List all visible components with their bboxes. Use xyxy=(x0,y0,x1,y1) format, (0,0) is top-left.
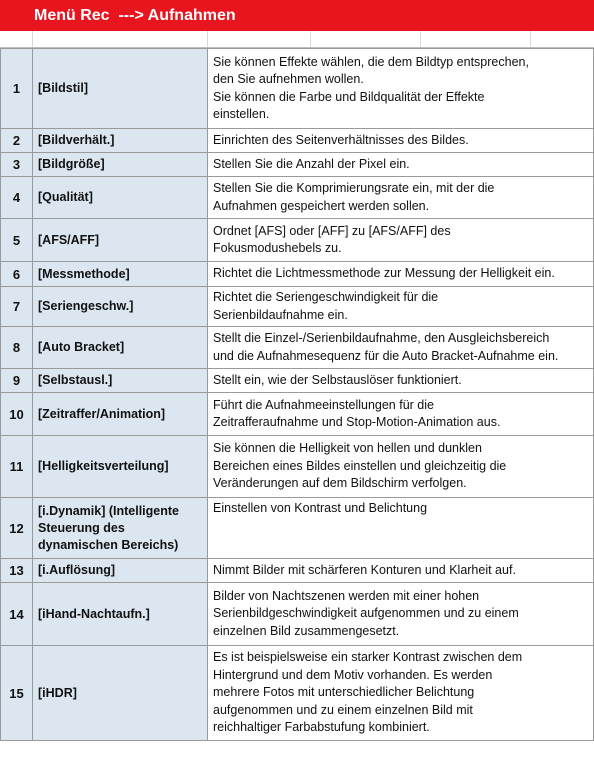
setting-label: [Seriengeschw.] xyxy=(33,287,208,327)
setting-description: Nimmt Bilder mit schärferen Konturen und Klarheit auf. xyxy=(208,559,594,583)
setting-description: Richtet die Seriengeschwindigkeit für die Serienbildaufnahme ein. xyxy=(208,287,594,327)
setting-label: [Selbstausl.] xyxy=(33,369,208,393)
header-spacer-row xyxy=(0,31,594,48)
row-number: 10 xyxy=(1,393,33,436)
table-row xyxy=(1,287,594,327)
setting-description: Bilder von Nachtszenen werden mit einer hohen Serienbildgeschwindigkeit aufgenommen und zu einem einzelnen Bild zusammengesetzt. xyxy=(208,583,594,646)
table-row xyxy=(1,153,594,177)
setting-description: Sie können die Helligkeit von hellen und dunklen Bereichen eines Bildes einstellen und gleichzeitig die Veränderungen auf dem Bildschirm verfolgen. xyxy=(208,436,594,498)
table-row xyxy=(1,559,594,583)
setting-label: [Bildverhält.] xyxy=(33,129,208,153)
row-number: 2 xyxy=(1,129,33,153)
settings-table xyxy=(0,48,594,741)
table-row xyxy=(1,262,594,287)
row-number: 11 xyxy=(1,436,33,498)
row-number: 9 xyxy=(1,369,33,393)
setting-description: Stellen Sie die Anzahl der Pixel ein. xyxy=(208,153,594,177)
setting-label: [Bildgröße] xyxy=(33,153,208,177)
setting-description: Ordnet [AFS] oder [AFF] zu [AFS/AFF] des Fokusmodushebels zu. xyxy=(208,219,594,262)
row-number: 1 xyxy=(1,49,33,129)
table-row xyxy=(1,583,594,646)
table-row xyxy=(1,369,594,393)
setting-label: [i.Auflösung] xyxy=(33,559,208,583)
setting-label: [AFS/AFF] xyxy=(33,219,208,262)
setting-description: Es ist beispielsweise ein starker Kontrast zwischen dem Hintergrund und dem Motiv vorhanden. Es werden mehrere Fotos mit unterschiedlicher Belichtung aufgenommen und zu einem einzelnen Bild mit reichhaltiger Farbabstufung kombiniert. xyxy=(208,646,594,741)
setting-label: [Qualität] xyxy=(33,177,208,219)
setting-label: [Bildstil] xyxy=(33,49,208,129)
table-row xyxy=(1,49,594,129)
setting-description: Richtet die Lichtmessmethode zur Messung der Helligkeit ein. xyxy=(208,262,594,287)
page-title: Menü Rec ---> Aufnahmen xyxy=(0,0,594,31)
row-number: 14 xyxy=(1,583,33,646)
row-number: 13 xyxy=(1,559,33,583)
setting-description: Einrichten des Seitenverhältnisses des Bildes. xyxy=(208,129,594,153)
table-row xyxy=(1,646,594,741)
row-number: 4 xyxy=(1,177,33,219)
setting-label: [Messmethode] xyxy=(33,262,208,287)
setting-label: [Helligkeitsverteilung] xyxy=(33,436,208,498)
setting-description: Führt die Aufnahmeeinstellungen für die Zeitrafferaufnahme und Stop-Motion-Animation aus. xyxy=(208,393,594,436)
setting-description: Einstellen von Kontrast und Belichtung xyxy=(208,498,594,559)
row-number: 15 xyxy=(1,646,33,741)
setting-description: Stellt ein, wie der Selbstauslöser funktioniert. xyxy=(208,369,594,393)
table-row xyxy=(1,327,594,369)
table-row xyxy=(1,177,594,219)
row-number: 3 xyxy=(1,153,33,177)
setting-label: [iHDR] xyxy=(33,646,208,741)
setting-label: [i.Dynamik] (Intelligente Steuerung des dynamischen Bereichs) xyxy=(33,498,208,559)
setting-description: Stellt die Einzel-/Serienbildaufnahme, den Ausgleichsbereich und die Aufnahmesequenz für die Auto Bracket-Aufnahme ein. xyxy=(208,327,594,369)
table-row xyxy=(1,219,594,262)
setting-label: [Auto Bracket] xyxy=(33,327,208,369)
setting-label: [iHand-Nachtaufn.] xyxy=(33,583,208,646)
row-number: 7 xyxy=(1,287,33,327)
setting-description: Sie können Effekte wählen, die dem Bildtyp entsprechen, den Sie aufnehmen wollen. Sie können die Farbe und Bildqualität der Effekte einstellen. xyxy=(208,49,594,129)
setting-label: [Zeitraffer/Animation] xyxy=(33,393,208,436)
row-number: 5 xyxy=(1,219,33,262)
table-row xyxy=(1,498,594,559)
row-number: 8 xyxy=(1,327,33,369)
table-row xyxy=(1,436,594,498)
table-row xyxy=(1,393,594,436)
row-number: 12 xyxy=(1,498,33,559)
table-row xyxy=(1,129,594,153)
row-number: 6 xyxy=(1,262,33,287)
setting-description: Stellen Sie die Komprimierungsrate ein, mit der die Aufnahmen gespeichert werden sollen. xyxy=(208,177,594,219)
